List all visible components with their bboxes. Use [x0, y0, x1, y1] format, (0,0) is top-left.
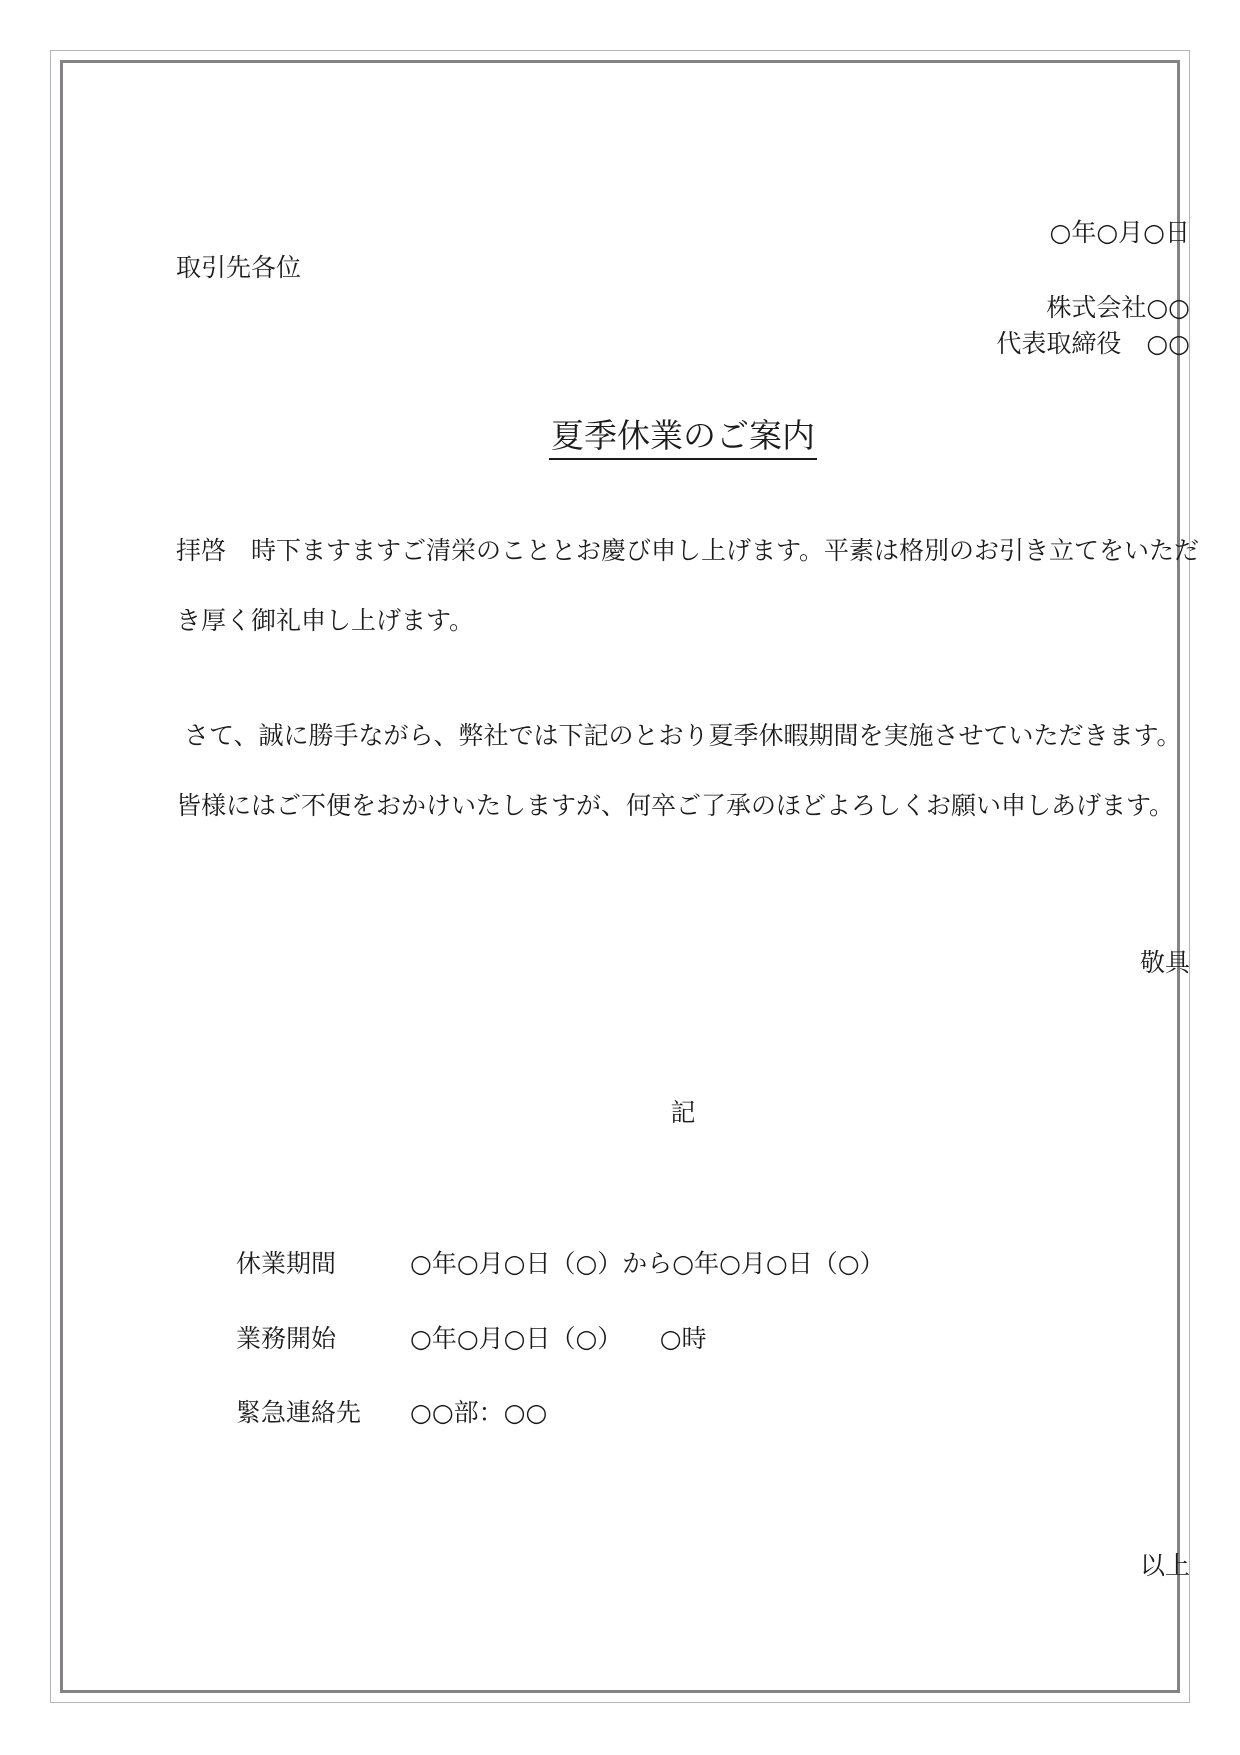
detail-row-emergency-contact: [176, 1400, 1190, 1425]
notice-line-2: 皆様にはご不便をおかけいたしますが、何卒ご了承のほどよろしくお願い申しあげます。: [176, 791, 1175, 820]
detail-label-holiday-period: 休業期間: [236, 1249, 337, 1278]
detail-value-holiday-period: ○年○月○日（○）から○年○月○日（○）: [410, 1249, 885, 1278]
detail-label-business-restart: 業務開始: [236, 1324, 337, 1353]
detail-row-business-restart: [176, 1326, 1190, 1351]
end-marker: 以上: [1139, 1551, 1190, 1580]
detail-value-emergency-contact: ○○部：○○: [410, 1398, 548, 1427]
outer-border-frame: [50, 50, 1200, 1703]
greeting-paragraph: [176, 516, 1200, 656]
notice-line-1: さて、誠に勝手ながら、弊社では下記のとおり夏季休暇期間を実施させていただきます。: [176, 721, 1182, 750]
addressee: 取引先各位: [176, 253, 302, 282]
detail-row-holiday-period: [176, 1251, 1190, 1276]
letter-content: [126, 126, 1240, 1755]
detail-label-emergency-contact: 緊急連絡先: [236, 1398, 362, 1427]
closing-keigu: 敬具: [1139, 948, 1190, 977]
sender-representative: 代表取締役 ○○: [996, 329, 1190, 358]
letter-title: 夏季休業のご案内: [549, 418, 817, 460]
notice-paragraph: [176, 701, 1190, 841]
greeting-line-1: 拝啓 時下ますますご清栄のこととお慶び申し上げます。平素は格別のお引き立てをいただ: [176, 536, 1200, 565]
detail-value-business-restart: ○年○月○日（○） ○時: [410, 1324, 707, 1353]
greeting-line-2: き厚く御礼申し上げます。: [176, 606, 475, 635]
date-line: ○年○月○日: [1049, 218, 1190, 247]
inner-border-frame: [60, 60, 1200, 1693]
letter-title-row: [176, 418, 1190, 460]
sender-company: 株式会社○○: [1046, 293, 1190, 322]
record-marker: 記: [670, 1098, 696, 1127]
